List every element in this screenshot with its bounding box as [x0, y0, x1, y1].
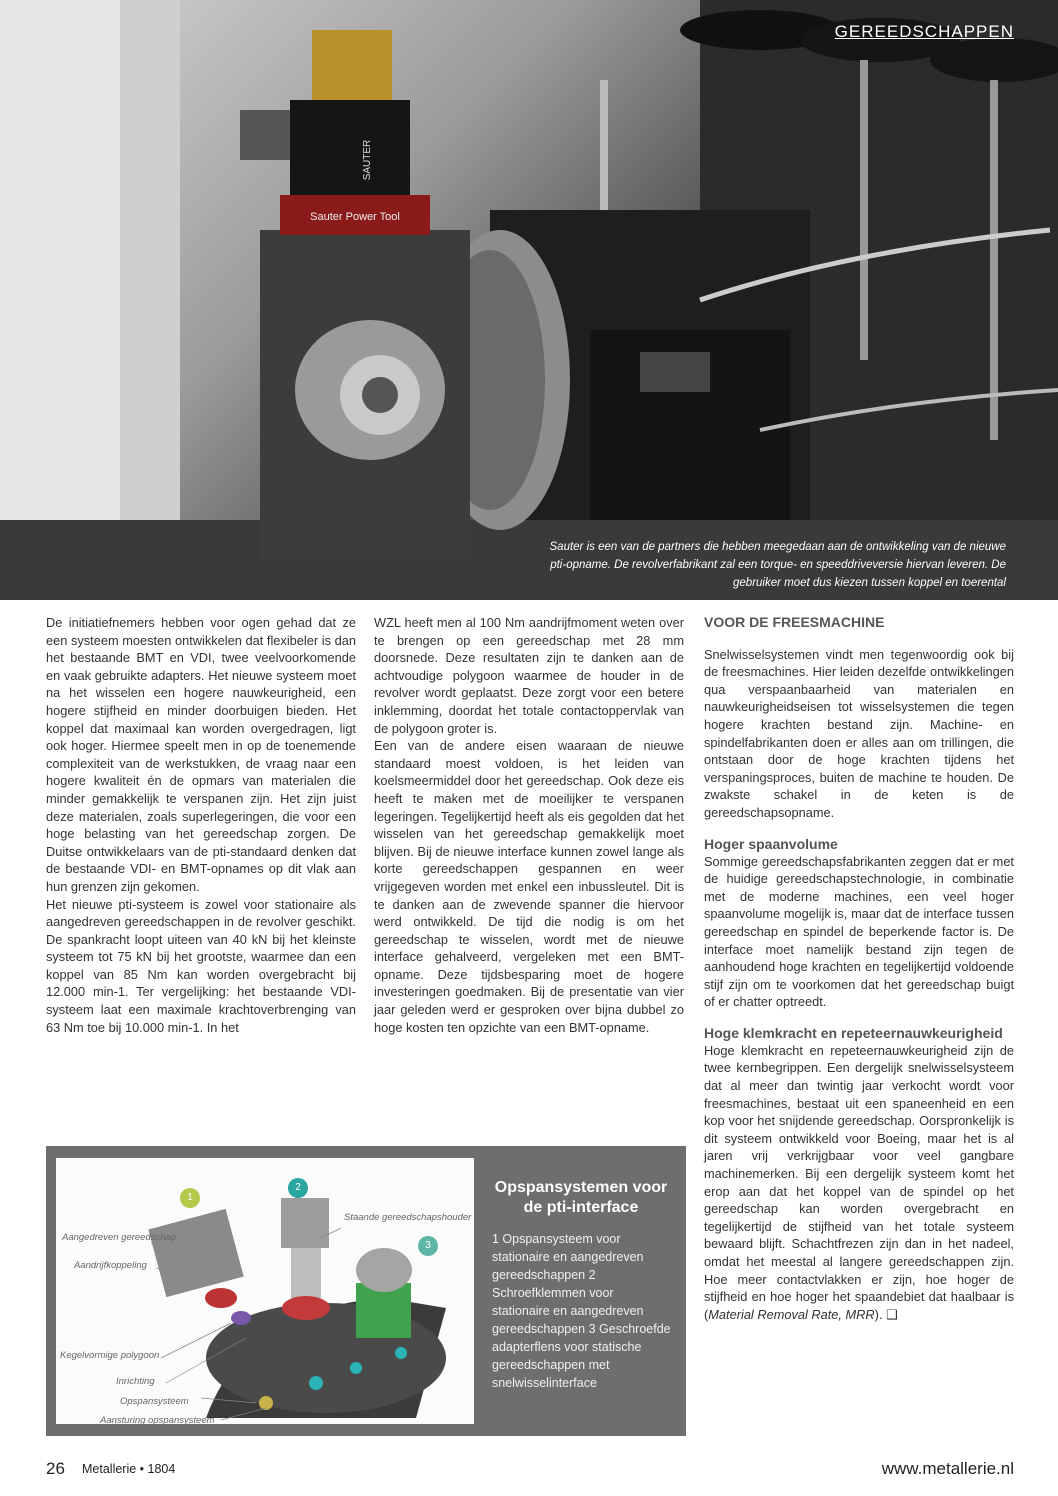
column-3 [704, 614, 1014, 1323]
photo-caption: Sauter is een van de partners die hebben meegedaan aan de ontwikkeling van de nieuwe pti-opname. De revolverfabrikant zal een torque- en speeddriveversie hiervan leveren. De gebruiker moet dus kiezen tussen koppel en toerental [549, 541, 1006, 589]
svg-text:SAUTER: SAUTER [362, 139, 373, 181]
paragraph-text: Hoge klemkracht en repeteernauwkeurigheid zijn de twee kernbegrippen. Een dergelijk snelwisselsysteem dat al meer dan twintig jaar verkocht wordt voor freesmachines, bestaat uit een spaneenheid en een kop voor het snijdende gereedschap. Oorspronkelijk is dit systeem ontwikkeld voor Boeing, maar het is al jaren vrij verkrijgbaar voor veel gangbare machinemerken. Bij een dergelijk systeem komt het erop aan dat het koppel van de spindel op het gereedschap kan worden overgebracht en tegelijkertijd de stijfheid van het totale systeem bewaard blijft. Schachtfrezen zijn dan in het nadeel, omdat het meestal al langere gereedschappen zijn. Hoe meer contactvlakken er zijn, hoe hoger de stijfheid en hoe hoger het spaandebiet dat haalbaar is ( [704, 1042, 1014, 1322]
paragraph [704, 1042, 1014, 1324]
end-mark-icon: ❑ [886, 1306, 898, 1322]
diagram-label: Aangedreven gereedschap [62, 1232, 177, 1243]
diagram-label: Kegelvormige polygoon [60, 1350, 160, 1361]
callout-number: 3 [418, 1236, 438, 1256]
diagram [56, 1158, 474, 1424]
callout-number: 2 [288, 1178, 308, 1198]
paragraph: WZL heeft men al 100 Nm aandrijfmoment weten over te brengen op een gereedschap met 28 mm doorsnede. Deze resultaten zijn te danken aan de achtvoudige polygoon waarmee de houder in de revolver wordt geplaatst. Deze zorgt voor een betere inklemming, doordat het totale contactoppervlak van de polygoon groter is. [374, 615, 684, 736]
callout-number: 1 [180, 1188, 200, 1208]
section-label: GEREEDSCHAPPEN [834, 22, 1014, 41]
paragraph: Snelwisselsystemen vindt men tegenwoordig ook bij de freesmachines. Hier leiden dezelfde ontwikkelingen qua verspaanbaarheid van materialen en nauwkeurigheidseisen tot wisselsystemen die tegen hogere krachten bestand zijn. Machine- en spindelfabrikanten doen er alles aan om trillingen, die ontstaan door de hoge krachten tijdens het verspaningsproces, buiten de machine te houden. De zwakste schakel in de keten is de gereedschapsopname. [704, 646, 1014, 820]
paragraph: De initiatiefnemers hebben voor ogen gehad dat ze een systeem moesten ontwikkelen dat flexibeler is dan het bestaande BMT en VDI, twee veelvoorkomende en vaak gebruikte adapters. Het nieuwe systeem moet na het wisselen een hogere nauwkeurigheid, een hogere stijfheid en minder doorbuigen bieden. Het koppel dat maximaal kan worden overgedragen, ligt ook hoger. Hiermee speelt men in op de toenemende complexiteit van de werkstukken, de vraag naar een hogere kwaliteit én de opmars van materialen die minder gemakkelijk te verspanen zijn. Het zijn juist deze materialen, zoals superlegeringen, die voor een hoge belasting van het gereedschap zorgen. De Duitse ontwikkelaars van de pti-standaard denken dat de bestaande VDI- en BMT-opnames op dit vlak aan hun grenzen zijn gekomen. [46, 615, 356, 894]
diagram-label: Opspansysteem [120, 1396, 189, 1407]
box-title: Opspansystemen voor de pti-interface [494, 1179, 668, 1216]
paragraph: Sommige gereedschapsfabrikanten zeggen dat er met de huidige gereedschapstechnologie, in combinatie met de moderne machines, een veel hoger spaanvolume mogelijk is, maar dat de interface tussen gereedschap en spindel de beperkende factor is. De interface moet namelijk bestand zijn tegen de aanhoudend hoge krachten en tegelijkertijd voldoende stijf zijn om te voorkomen dat het gereedschap buigt of er chatter optreedt. [704, 853, 1014, 1010]
info-box [46, 1146, 686, 1436]
magazine-issue: Metallerie • 1804 [82, 1462, 176, 1476]
column-2 [374, 614, 684, 1036]
column-1 [46, 614, 356, 1036]
hero-photo [0, 0, 1058, 600]
paragraph: Het nieuwe pti-systeem is zowel voor stationaire als aangedreven gereedschappen in de revolver geschikt. De spankracht loopt uiteen van 40 kN bij het kleinste systeem tot 75 kN bij het grootste, waarmee dan een koppel van 85 Nm kan worden overgebracht bij 12.000 min-1. Ter vergelijking: het bestaande VDI-systeem laat een maximale krachtoverbrenging van 63 Nm toe bij 10.000 min-1. In het [46, 896, 356, 1035]
svg-text:Sauter Power Tool: Sauter Power Tool [310, 211, 400, 223]
diagram-label: Aandrijfkoppeling [74, 1260, 147, 1271]
page-number: 26 [46, 1459, 65, 1478]
paragraph-end: ). [874, 1306, 883, 1322]
section-heading: VOOR DE FREESMACHINE [704, 614, 885, 630]
diagram-label: Staande gereedschapshouder [344, 1212, 472, 1223]
website-url: www.metallerie.nl [881, 1459, 1014, 1478]
italic-term: Material Removal Rate, MRR [708, 1306, 875, 1322]
diagram-label: Inrichting [116, 1376, 155, 1387]
subheading: Hoger spaanvolume [704, 835, 838, 852]
subheading: Hoge klemkracht en repeteernauwkeurigheid [704, 1024, 1003, 1041]
diagram-label: Aansturing opspansysteem [100, 1415, 215, 1426]
machine-illustration [0, 0, 1058, 600]
paragraph: Een van de andere eisen waaraan de nieuwe standaard moest voldoen, is het leiden van koelsmeermiddel door het gereedschap. Ook deze eis heeft te maken met de moeilijker te verspanen legeringen. Tegelijkertijd heeft als eis gegolden dat het wisselen van het gereedschap gemakkelijk moet blijven. Bij de nieuwe interface kunnen zowel lange als korte gereedschappen gespannen en weer vrijgegeven worden met enkel een inbussleutel. Dit is te danken aan de zwevende spanner die hiervoor werd ontwikkeld. De tijd die nodig is om het gereedschap te wisselen, wordt met de nieuwe interface gehalveerd, vergeleken met een BMT-opname. Deze tijdsbesparing moet de hogere investeringen goedmaken. Bij de presentatie van vier jaar geleden werd er gesproken over bijna dubbel zo hoge kosten ten opzichte van een BMT-opname. [374, 738, 684, 1035]
box-text: 1 Opspansysteem voor stationaire en aangedreven gereedschappen 2 Schroefklemmen voor stationaire en aangedreven gereedschappen 3 Geschroefde adapterflens voor statische gereedschappen met snelwisselinterface [492, 1232, 671, 1390]
